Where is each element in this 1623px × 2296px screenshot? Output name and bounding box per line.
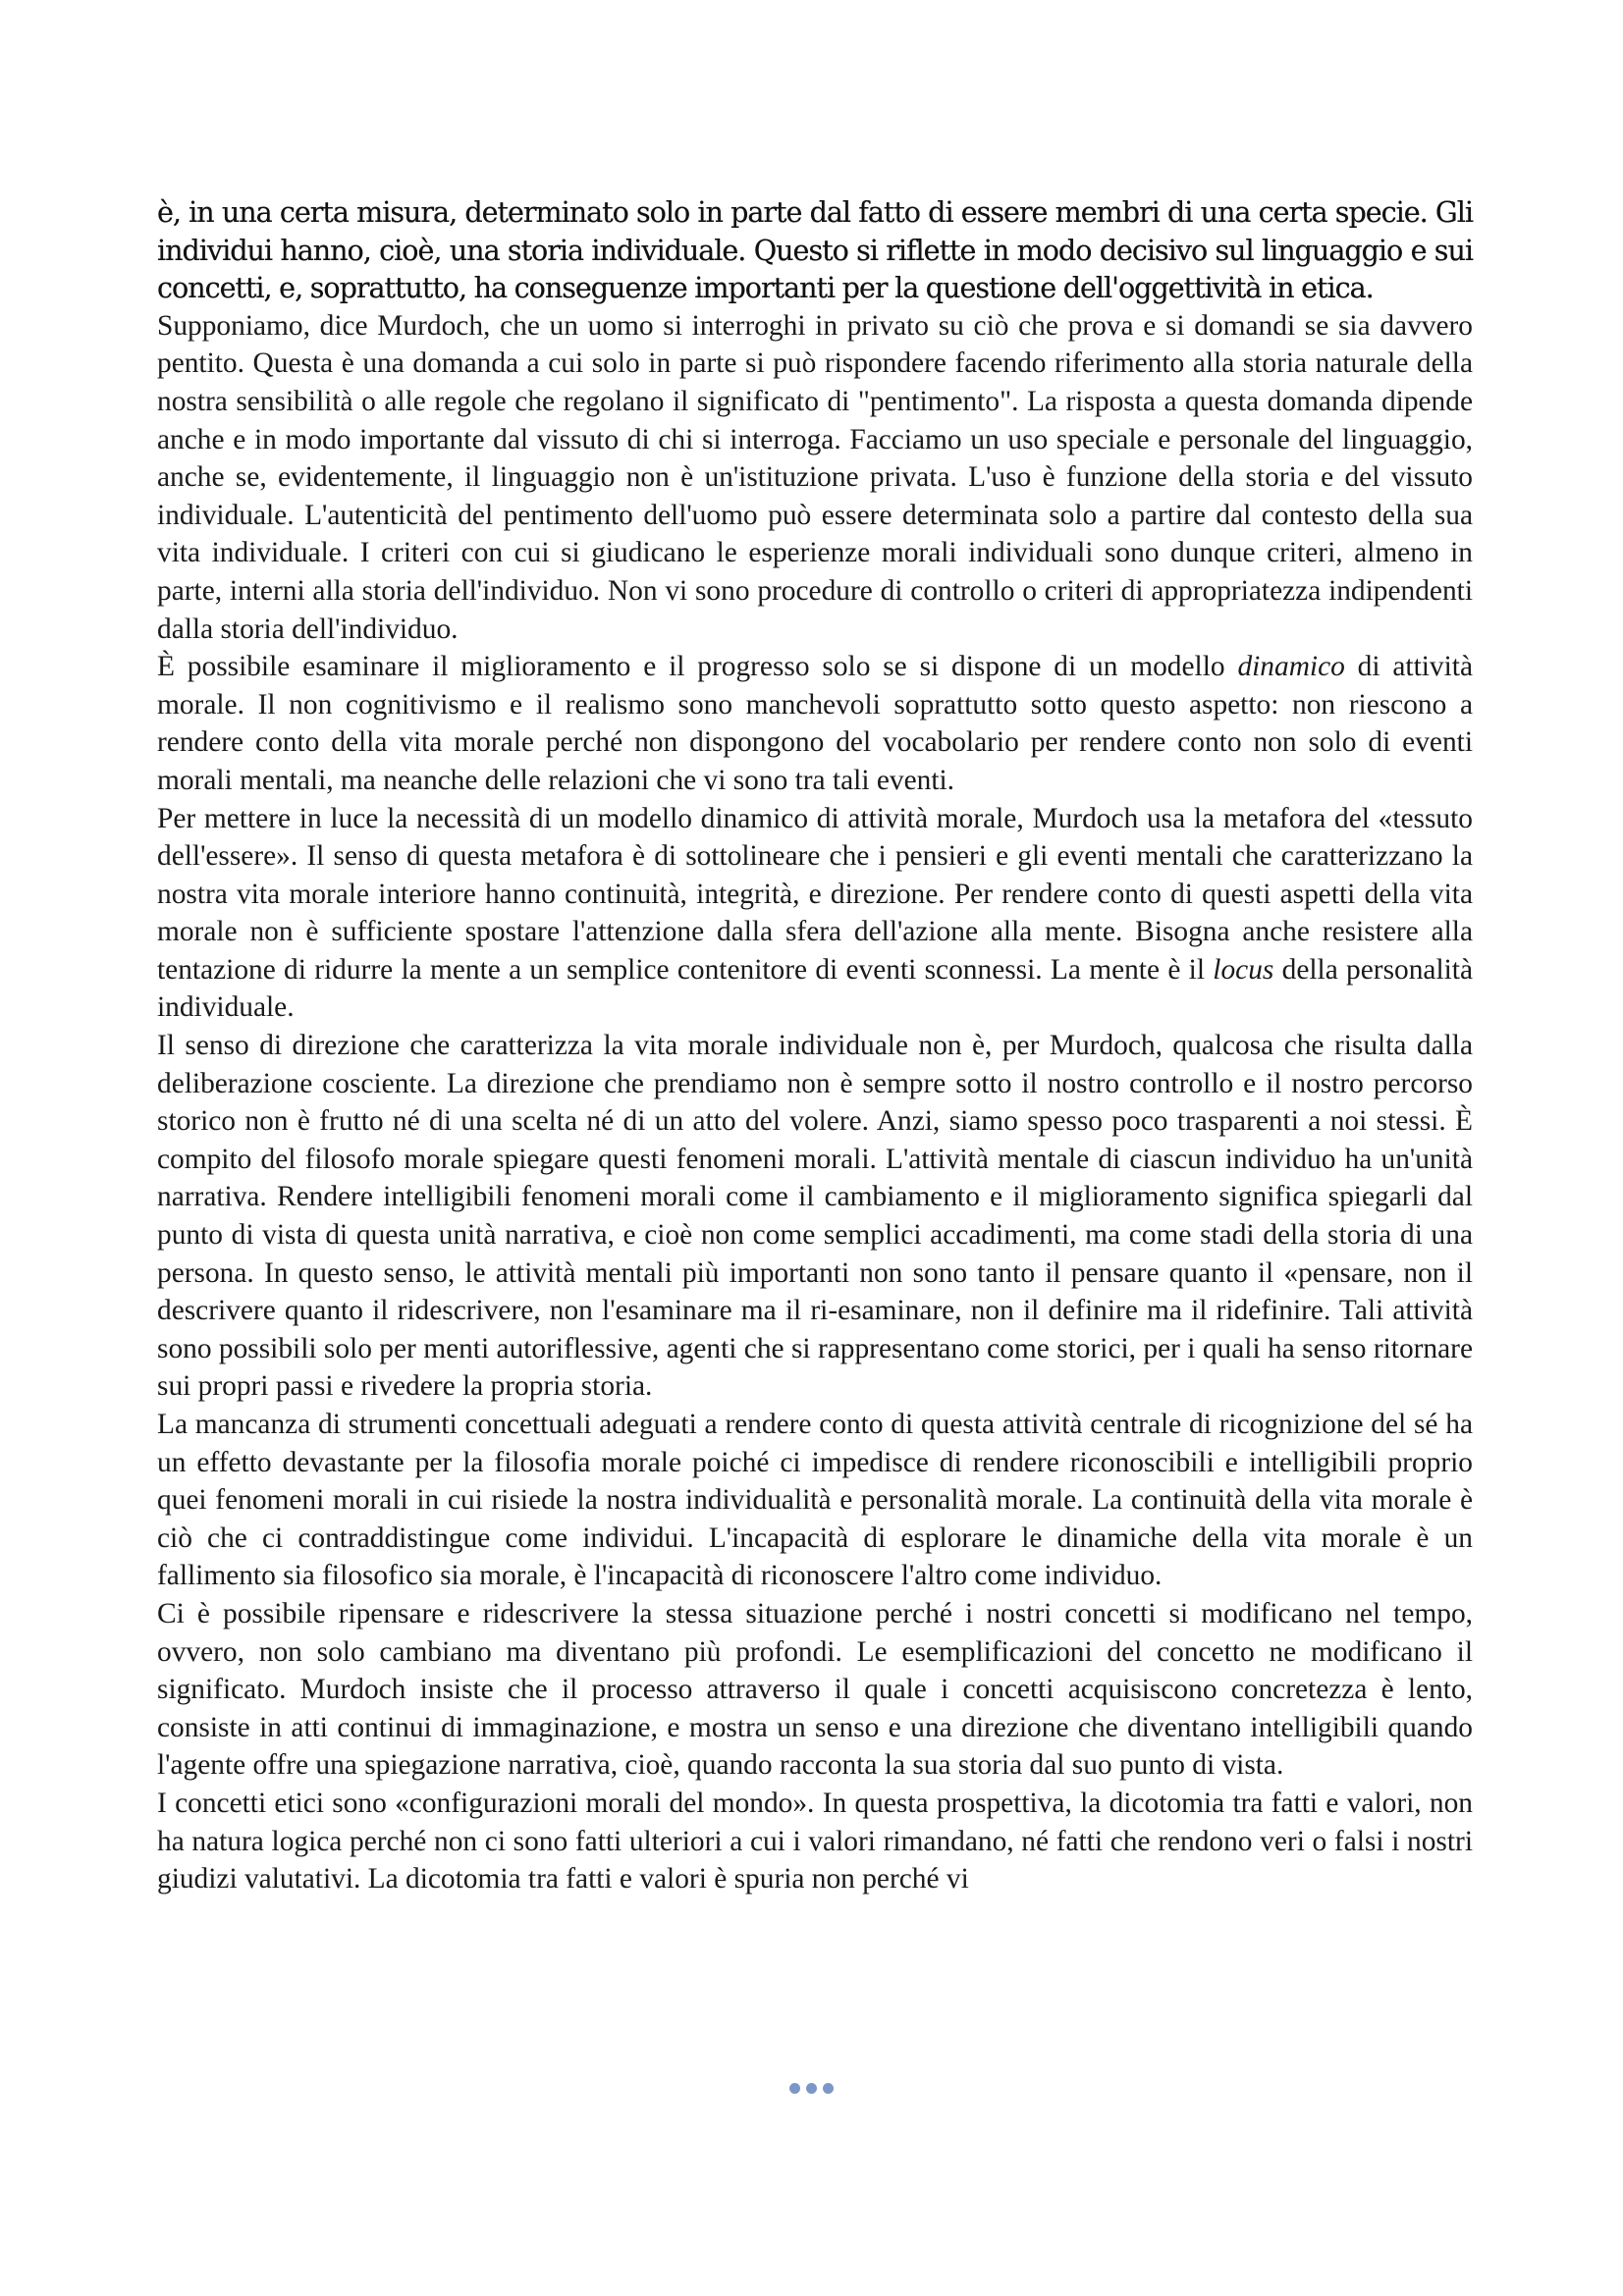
- text-run: è, in una certa misura, determinato solo in parte dal fatto di essere membri di una certa specie. Gli individui hanno, cioè, una storia individuale. Questo si riflette in modo decisivo sul linguaggio e sui concetti, e, soprattutto, ha conseguenze importanti per la questione dell'oggettività in etica.: [157, 195, 1473, 305]
- text-run: I concetti etici sono «configurazioni morali del mondo». In questa prospettiva, la dicotomia tra fatti e valori, non ha natura logica perché non ci sono fatti ulteriori a cui i valori rimandano, né fatti che rendono veri o falsi i nostri giudizi valutativi. La dicotomia tra fatti e valori è spuria non perché vi: [157, 1787, 1473, 1896]
- paragraph: [157, 1406, 1473, 1595]
- text-run: Il senso di direzione che caratterizza la vita morale individuale non è, per Murdoch, qualcosa che risulta dalla deliberazione cosciente. La direzione che prendiamo non è sempre sotto il nostro controllo e il nostro percorso storico non è frutto né di una scelta né di un atto del volere. Anzi, siamo spesso poco trasparenti a noi stessi. È compito del filosofo morale spiegare questi fenomeni morali. L'attività mentale di ciascun individuo ha un'unità narrativa. Rendere intelligibili fenomeni morali come il cambiamento e il miglioramento significa spiegarli dal punto di vista di questa unità narrativa, e cioè non come semplici accadimenti, ma come stadi della storia di una persona. In questo senso, le attività mentali più importanti non sono tanto il pensare quanto il «pensare, non il descrivere quanto il ridescrivere, non l'esaminare ma il ri-esaminare, non il definire ma il ridefinire. Tali attività sono possibili solo per menti autoriflessive, agenti che si rappresentano come storici, per i quali ha senso ritornare sui propri passi e rivedere la propria storia.: [157, 1030, 1473, 1403]
- paragraph: [157, 800, 1473, 1028]
- paragraph: [157, 307, 1473, 648]
- text-run: Supponiamo, dice Murdoch, che un uomo si interroghi in privato su ciò che prova e si domandi se sia davvero pentito. Questa è una domanda a cui solo in parte si può rispondere facendo riferimento alla storia naturale della nostra sensibilità o alle regole che regolano il significato di "pentimento". La risposta a questa domanda dipende anche e in modo importante dal vissuto di chi si interroga. Facciamo un uso speciale e personale del linguaggio, anche se, evidentemente, il linguaggio non è un'istituzione privata. L'uso è funzione della storia e del vissuto individuale. L'autenticità del pentimento dell'uomo può essere determinata solo a partire dal contesto della sua vita individuale. I criteri con cui si giudicano le esperienze morali individuali sono dunque criteri, almeno in parte, interni alla storia dell'individuo. Non vi sono procedure di controllo o criteri di appropriatezza indipendenti dalla storia dell'individuo.: [157, 309, 1473, 645]
- dot-icon: [806, 2083, 817, 2094]
- paragraph: [157, 1595, 1473, 1785]
- text-run: della personalità individuale.: [157, 953, 1473, 1024]
- dot-icon: [789, 2083, 800, 2094]
- text-run: È possibile esaminare il miglioramento e il progresso solo se si dispone di un modello: [157, 651, 1238, 683]
- italic-term: dinamico: [1237, 651, 1345, 683]
- paragraph: [157, 1027, 1473, 1406]
- italic-term: locus: [1213, 953, 1274, 986]
- more-dots-icon[interactable]: [0, 2081, 1623, 2101]
- text-run: Per mettere in luce la necessità di un modello dinamico di attività morale, Murdoch usa la metafora del «tessuto dell'essere». Il senso di questa metafora è di sottolineare che i pensieri e gli eventi mentali che caratterizzano la nostra vita morale interiore hanno continuità, integrità, e direzione. Per rendere conto di questi aspetti della vita morale non è sufficiente spostare l'attenzione dalla sfera dell'azione alla mente. Bisogna anche resistere alla tentazione di ridurre la mente a un semplice contenitore di eventi sconnessi. La mente è il: [157, 802, 1473, 986]
- dot-icon: [823, 2083, 834, 2094]
- paragraph: [157, 193, 1473, 307]
- body-text: [157, 193, 1473, 1898]
- paragraph: [157, 1785, 1473, 1898]
- text-run: Ci è possibile ripensare e ridescrivere la stessa situazione perché i nostri concetti si modificano nel tempo, ovvero, non solo cambiano ma diventano più profondi. Le esemplificazioni del concetto ne modificano il significato. Murdoch insiste che il processo attraverso il quale i concetti acquisiscono concretezza è lento, consiste in atti continui di immaginazione, e mostra un senso e una direzione che diventano intelligibili quando l'agente offre una spiegazione narrativa, cioè, quando racconta la sua storia dal suo punto di vista.: [157, 1597, 1473, 1782]
- paragraph: [157, 648, 1473, 799]
- text-run: di attività morale. Il non cognitivismo e il realismo sono manchevoli soprattutto sotto questo aspetto: non riescono a rendere conto della vita morale perché non dispongono del vocabolario per rendere conto non solo di eventi morali mentali, ma neanche delle relazioni che vi sono tra tali eventi.: [157, 651, 1473, 796]
- text-run: La mancanza di strumenti concettuali adeguati a rendere conto di questa attività centrale di ricognizione del sé ha un effetto devastante per la filosofia morale poiché ci impedisce di rendere riconoscibili e intelligibili proprio quei fenomeni morali in cui risiede la nostra individualità e personalità morale. La continuità della vita morale è ciò che ci contraddistingue come individui. L'incapacità di esplorare le dinamiche della vita morale è un fallimento sia filosofico sia morale, è l'incapacità di riconoscere l'altro come individuo.: [157, 1409, 1473, 1592]
